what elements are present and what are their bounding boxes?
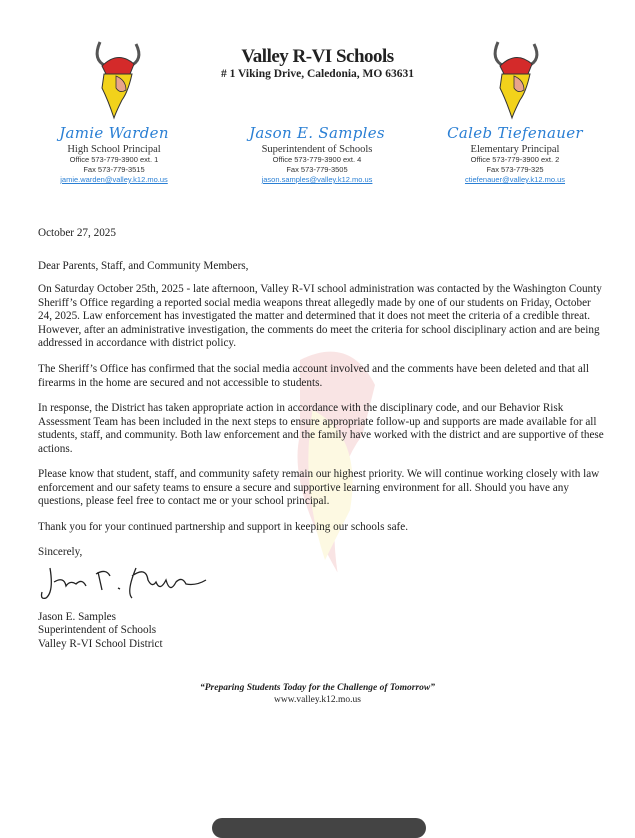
signer-title: Superintendent of Schools [38,624,157,636]
contact-elementary-principal [415,124,615,185]
letter-paragraph: Please know that student, staff, and community safety remain our highest priority. We will continue working closely with law enforcement and our safety teams to ensure a secure and supportive learning environment for all. Should you have any questions, please feel free to contact me or your school principal. [38,468,600,508]
letter-paragraph: In response, the District has taken appropriate action in accordance with the disciplinary code, and our Behavior Risk Assessment Team has been included in the next steps to ensure appropriate follow-up and supports are made available for all students, staff, and community. Both law enforcement and the family have worked with the district and are supportive of these actions. [38,402,604,455]
contact-signature: Jamie Warden [59,124,169,142]
letter-closing: Sincerely, [38,546,83,558]
contact-fax: Fax 573-779-3505 [286,165,348,174]
contact-superintendent [217,124,417,185]
contact-fax: Fax 573-779-3515 [83,165,145,174]
handwritten-signature [36,562,216,604]
contact-high-school-principal [14,124,214,185]
school-address: # 1 Viking Drive, Caledonia, MO 63631 [221,68,414,80]
letter-date: October 27, 2025 [38,227,116,239]
contact-signature: Caleb Tiefenauer [447,124,583,142]
signer-name: Jason E. Samples [38,611,116,623]
contact-role: Superintendent of Schools [261,144,373,155]
contact-role: Elementary Principal [470,144,560,155]
contact-role: High School Principal [67,144,161,155]
letter-paragraph: Thank you for your continued partnership and support in keeping our schools safe. [38,521,409,533]
contact-office: Office 573-779-3900 ext. 4 [272,155,362,164]
signer-organization: Valley R-VI School District [38,638,163,650]
contact-email-link[interactable]: jamie.warden@valley.k12.mo.us [60,175,168,184]
contact-signature: Jason E. Samples [249,124,385,142]
contact-email-link[interactable]: ctiefenauer@valley.k12.mo.us [464,175,566,184]
contact-office: Office 573-779-3900 ext. 1 [69,155,159,164]
school-name: Valley R-VI Schools [241,46,394,67]
viewer-toolbar[interactable] [212,818,426,838]
footer-motto: “Preparing Students Today for the Challenge of Tomorrow” [200,683,435,693]
letter-paragraph: On Saturday October 25th, 2025 - late afternoon, Valley R-VI school administration was contacted by the Washington County Sheriff’s Office regarding a reported social media weapons threat allegedly made by one of our students on Friday, October 24, 2025. Law enforcement has investigated the matter and determined that it does not meet the criteria of a credible threat. However, after an administrative investigation, the comments do meet the criteria for school disciplinary action and are being addressed in accordance with district policy. [38,283,602,350]
contact-email-link[interactable]: jason.samples@valley.k12.mo.us [261,175,373,184]
letter-greeting: Dear Parents, Staff, and Community Members, [38,260,249,272]
letter-paragraph: The Sheriff’s Office has confirmed that the social media account involved and the comments have been deleted and that all firearms in the home are secured and not accessible to students. [38,363,589,389]
contact-fax: Fax 573-779-325 [486,165,544,174]
footer-website: www.valley.k12.mo.us [274,695,361,705]
contact-office: Office 573-779-3900 ext. 2 [470,155,560,164]
